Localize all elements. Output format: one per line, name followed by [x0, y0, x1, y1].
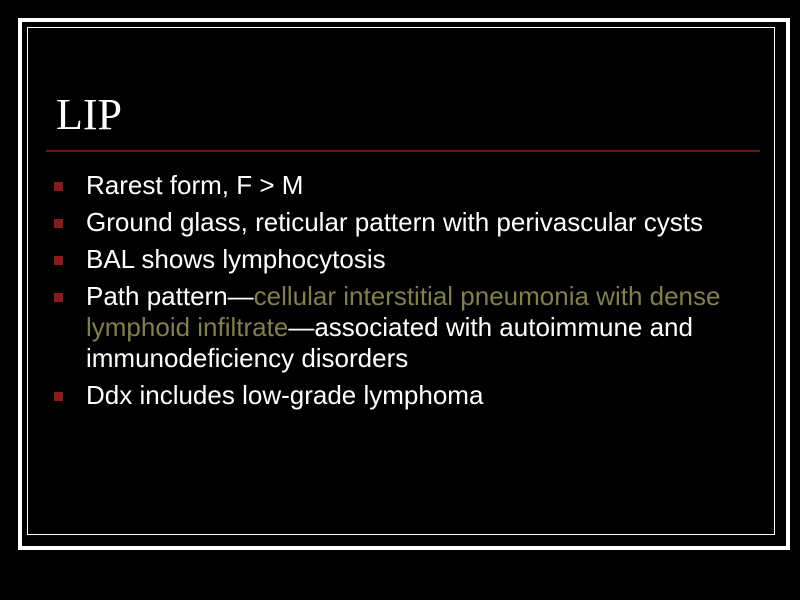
- square-bullet-icon: [54, 256, 63, 265]
- square-bullet-icon: [54, 182, 63, 191]
- bullet-text: Rarest form, F > M: [86, 170, 304, 200]
- bullet-text: Ground glass, reticular pattern with perivascular cysts: [86, 207, 704, 237]
- square-bullet-icon: [54, 219, 63, 228]
- bullet-text-suffix: —associated with autoimmune and immunodeficiency disorders: [86, 312, 693, 373]
- bullet-text: Ddx includes low-grade lymphoma: [86, 380, 484, 410]
- square-bullet-icon: [54, 392, 63, 401]
- bullet-item: [54, 380, 744, 411]
- bullet-item: [54, 170, 744, 201]
- bullet-item: [54, 207, 744, 238]
- bullet-item: [54, 244, 744, 275]
- bullet-list: [54, 170, 744, 417]
- title-underline-rule: [46, 150, 760, 152]
- bullet-text-prefix: Path pattern—: [86, 281, 254, 311]
- bullet-item: [54, 281, 744, 374]
- bullet-text: BAL shows lymphocytosis: [86, 244, 386, 274]
- slide-title: LIP: [56, 90, 122, 139]
- square-bullet-icon: [54, 293, 63, 302]
- bullet-text-highlight: cellular interstitial pneumonia with dense lymphoid infiltrate: [86, 281, 721, 342]
